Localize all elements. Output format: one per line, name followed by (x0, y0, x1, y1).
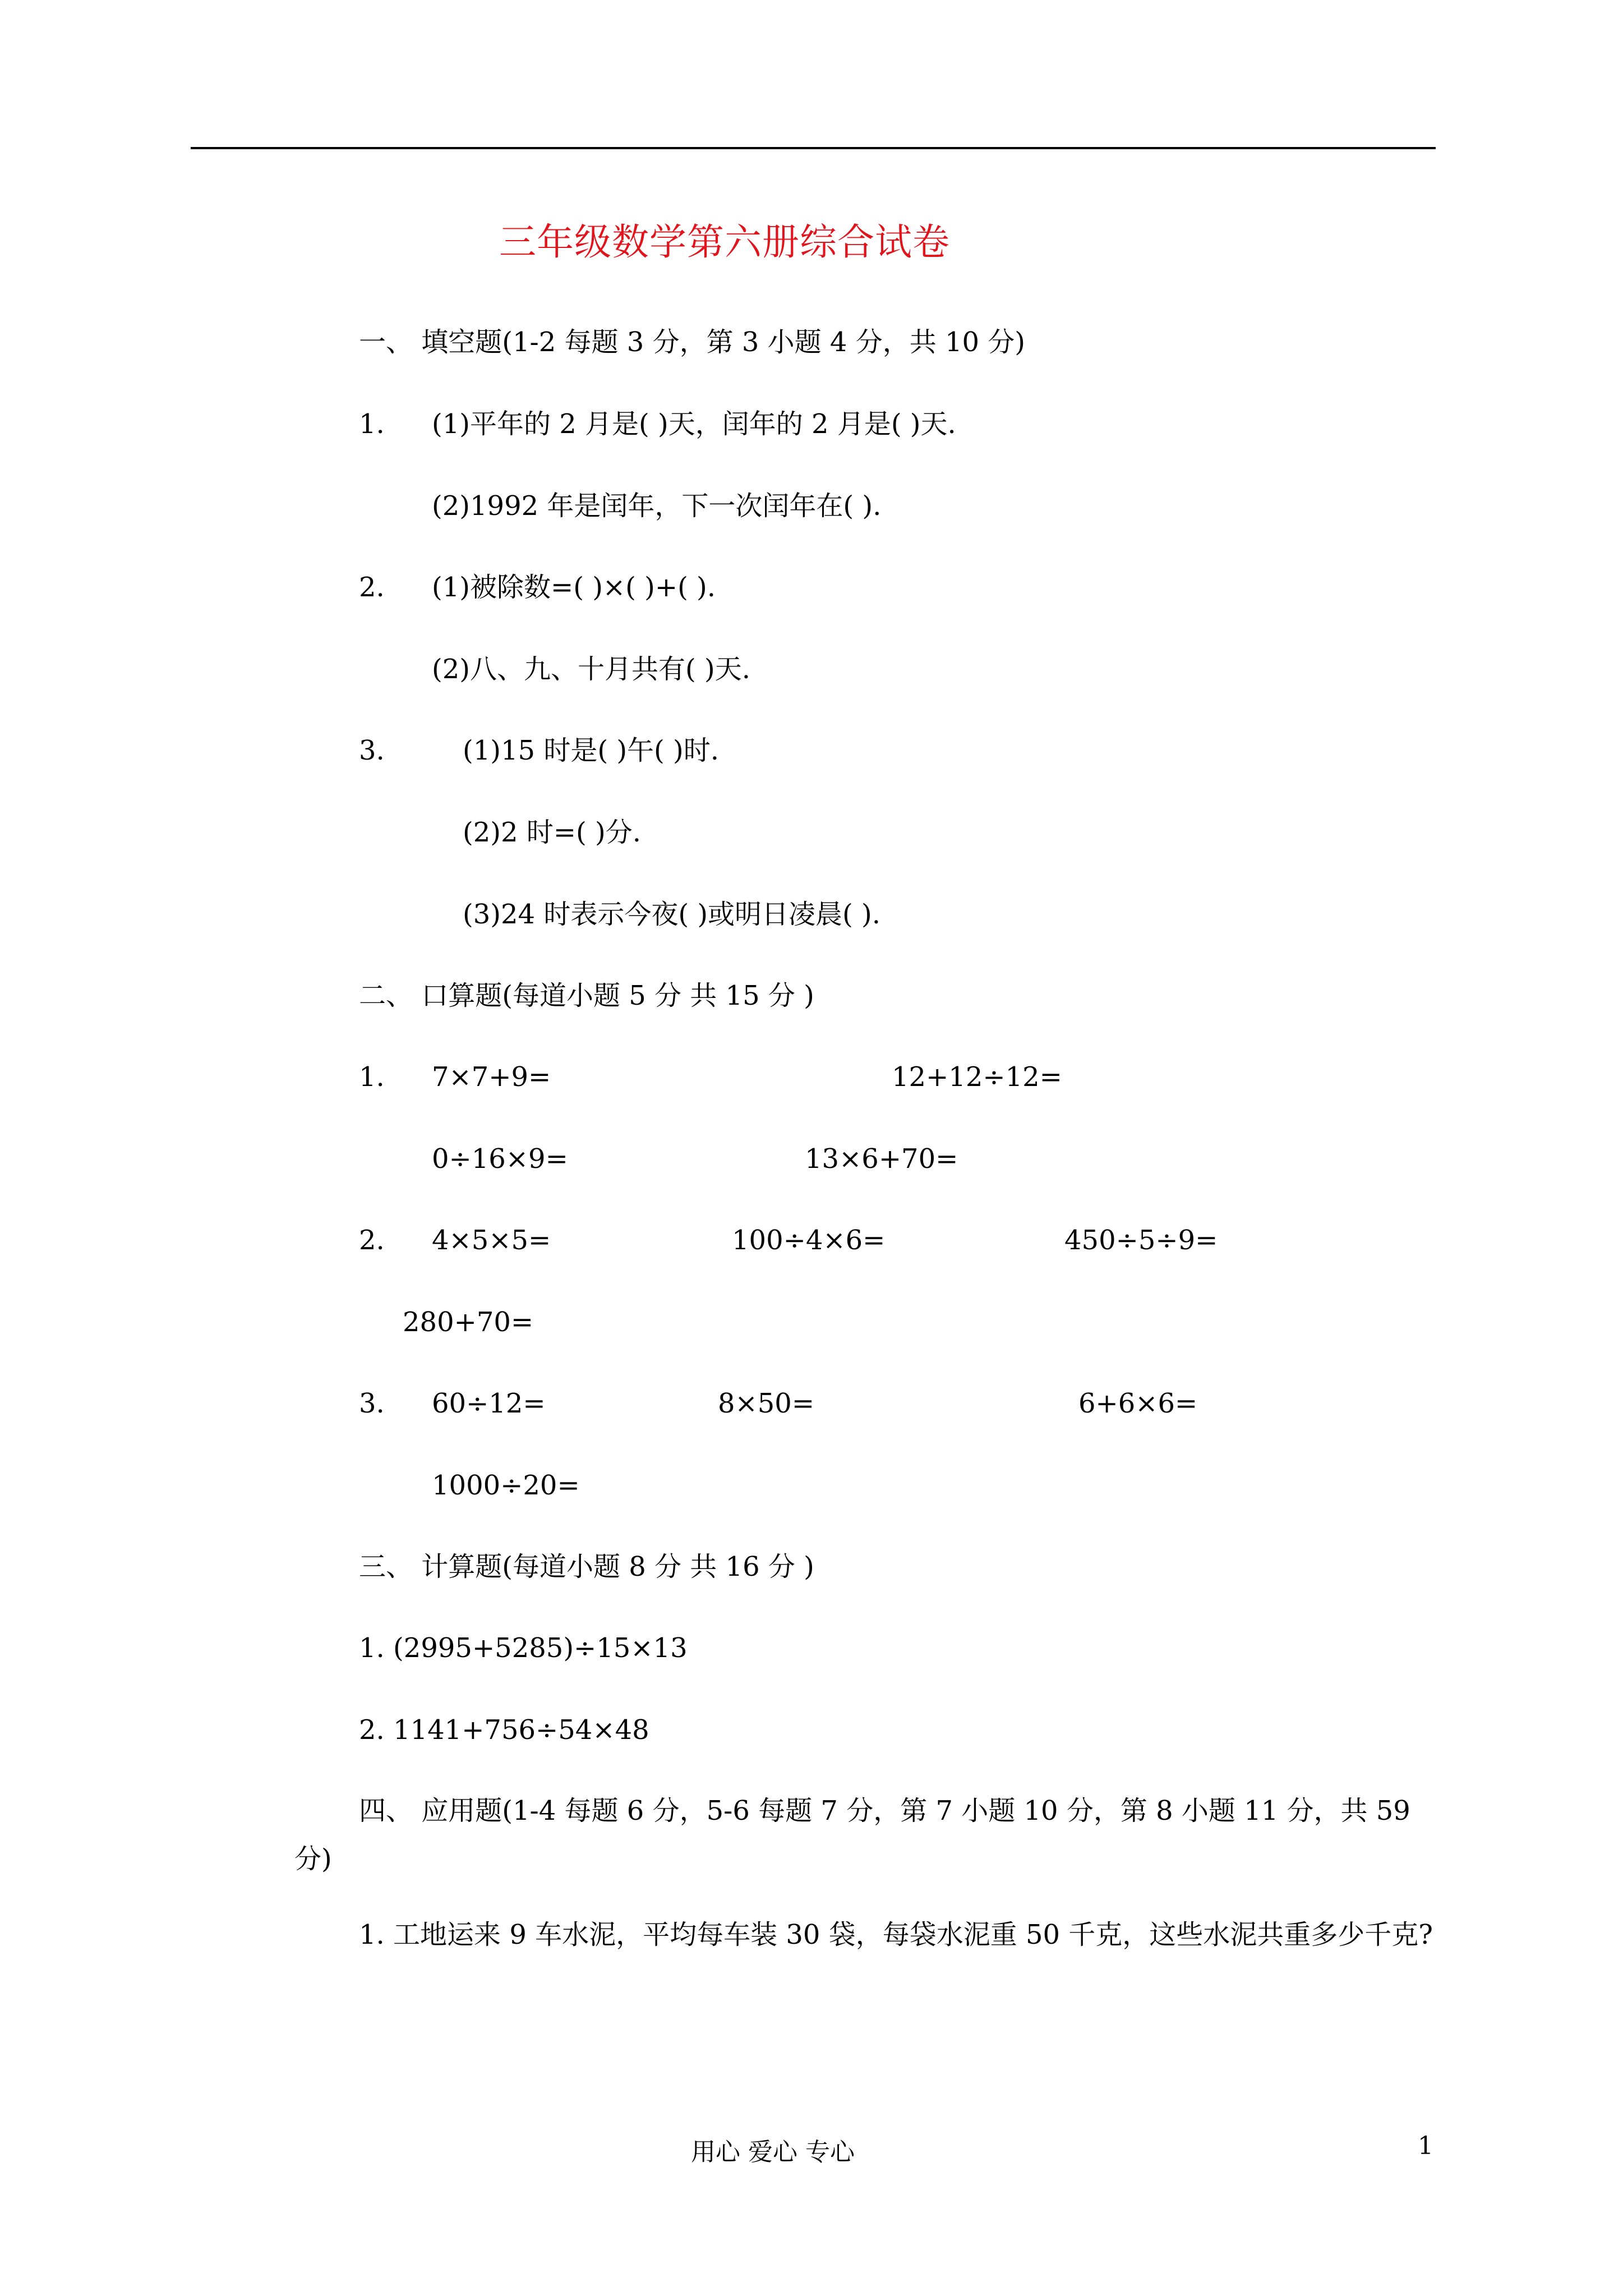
q2-part-1: (1)被除数=( )×( )+( ). (432, 572, 716, 603)
footer-motto: 用心 爱心 专心 (691, 2138, 855, 2166)
r2-item-d: 280+70= (403, 1306, 534, 1338)
r3-number: 3. (359, 1388, 385, 1419)
q3-number: 3. (359, 735, 385, 766)
q1-part-1: (1)平年的 2 月是( )天，闰年的 2 月是( )天. (432, 408, 956, 440)
page-title: 三年级数学第六册综合试卷 (499, 220, 950, 264)
q2-part-2: (2)八、九、十月共有( )天. (432, 654, 750, 685)
section-3-heading: 三、 计算题(每道小题 8 分 共 16 分 ) (359, 1551, 814, 1582)
r2-item-b: 100÷4×6= (732, 1225, 886, 1256)
p1-problem: 1. 工地运来 9 车水泥，平均每车装 30 袋，每袋水泥重 50 千克，这些水泥共重多少千克? (359, 1919, 1433, 1950)
r1-item-c: 0÷16×9= (432, 1143, 568, 1175)
q1-part-2: (2)1992 年是闰年，下一次闰年在( ). (432, 490, 882, 522)
r3-item-d: 1000÷20= (432, 1470, 580, 1501)
c1-expression: 1. (2995+5285)÷15×13 (359, 1632, 688, 1664)
r1-item-a: 7×7+9= (432, 1061, 551, 1093)
q2-number: 2. (359, 572, 385, 603)
r3-item-a: 60÷12= (432, 1388, 546, 1419)
r1-number: 1. (359, 1061, 385, 1093)
r3-item-b: 8×50= (718, 1388, 815, 1419)
q3-part-1: (1)15 时是( )午( )时. (463, 735, 720, 766)
section-4-heading: 四、 应用题(1-4 每题 6 分，5-6 每题 7 分，第 7 小题 10 分，第 8 小题 11 分，共 59 分) (294, 1795, 1410, 1875)
section-2-heading: 二、 口算题(每道小题 5 分 共 15 分 ) (359, 980, 814, 1011)
r2-item-a: 4×5×5= (432, 1225, 551, 1256)
r2-item-c: 450÷5÷9= (1064, 1225, 1218, 1256)
section-1-heading: 一、 填空题(1-2 每题 3 分，第 3 小题 4 分，共 10 分) (359, 326, 1026, 358)
q3-part-3: (3)24 时表示今夜( )或明日凌晨( ). (463, 899, 881, 930)
r1-item-d: 13×6+70= (805, 1143, 958, 1175)
r1-item-b: 12+12÷12= (892, 1061, 1062, 1093)
r2-number: 2. (359, 1225, 385, 1256)
q1-number: 1. (359, 408, 385, 440)
header-rule (191, 147, 1436, 149)
r3-item-c: 6+6×6= (1078, 1388, 1198, 1419)
page-number: 1 (1418, 2132, 1433, 2160)
c2-expression: 2. 1141+756÷54×48 (359, 1714, 649, 1746)
q3-part-2: (2)2 时=( )分. (463, 817, 641, 848)
